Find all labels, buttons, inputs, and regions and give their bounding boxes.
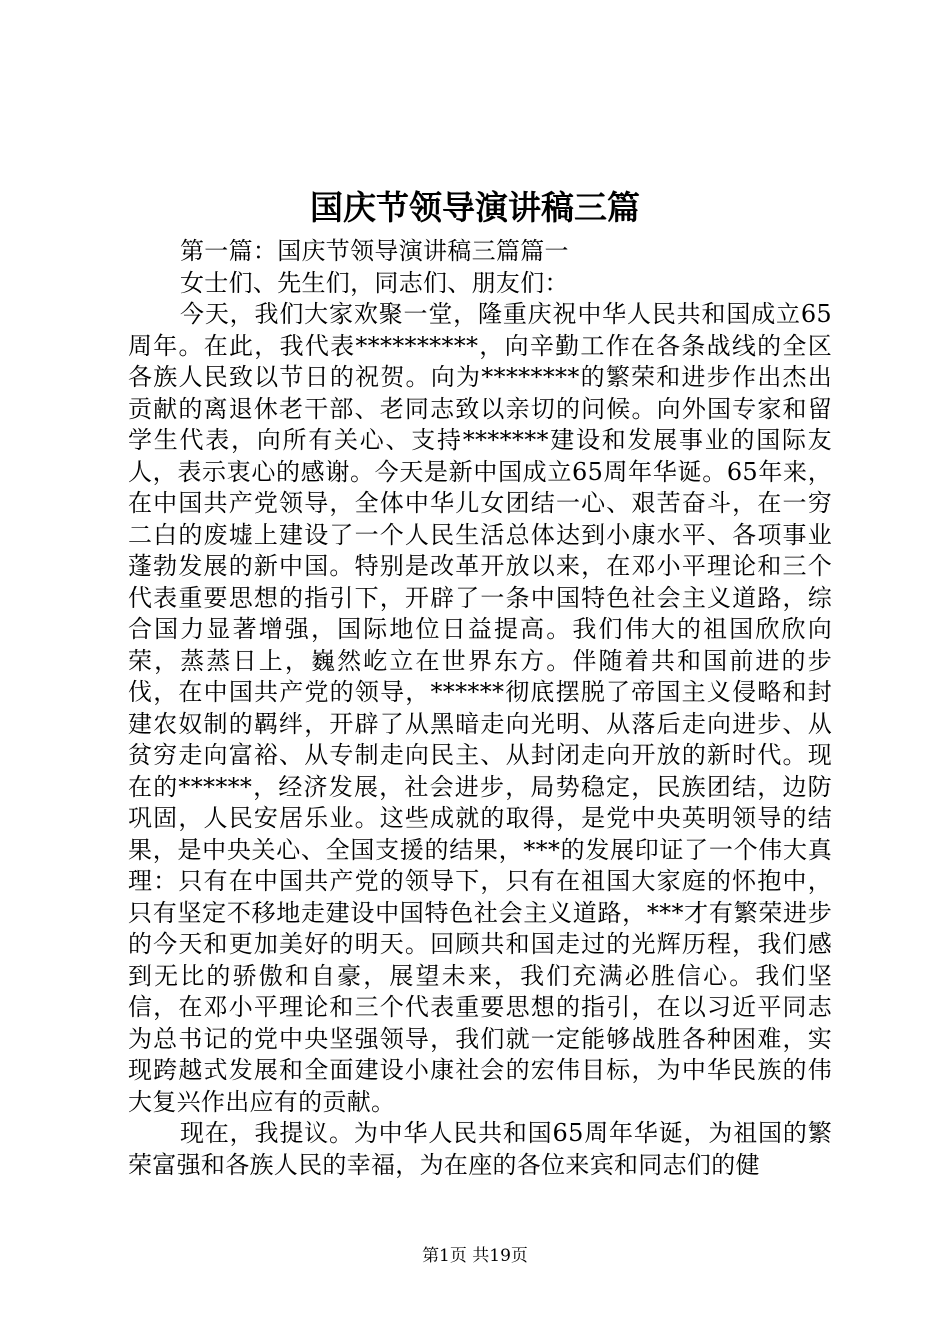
salutation: 女士们、先生们，同志们、朋友们： [180, 268, 569, 297]
section-heading: 第一篇：国庆节领导演讲稿三篇篇一 [180, 237, 569, 265]
document-body [128, 236, 832, 1181]
body-paragraph-1: 今天，我们大家欢聚一堂，隆重庆祝中华人民共和国成立65周年。在此，我代表**********，向辛勤工作在各条战线的全区各族人民致以节日的祝贺。向为********的繁荣和进步作出杰出贡献的离退休老干部、老同志致以亲切的问候。向外国专家和留学生代表，向所有关心、支持*******建设和发展事业的国际友人，表示衷心的感谢。今天是新中国成立65周年华诞。65年来，在中国共产党领导，全体中华儿女团结一心、艰苦奋斗，在一穷二白的废墟上建设了一个人民生活总体达到小康水平、各项事业蓬勃发展的新中国。特别是改革开放以来，在邓小平理论和三个代表重要思想的指引下，开辟了一条中国特色社会主义道路，综合国力显著增强，国际地位日益提高。我们伟大的祖国欣欣向荣，蒸蒸日上，巍然屹立在世界东方。伴随着共和国前进的步伐，在中国共产党的领导，******彻底摆脱了帝国主义侵略和封建农奴制的羁绊，开辟了从黑暗走向光明、从落后走向进步、从贫穷走向富裕、从专制走向民主、从封闭走向开放的新时代。现在的******，经济发展，社会进步，局势稳定，民族团结，边防巩固，人民安居乐业。这些成就的取得，是党中央英明领导的结果，是中央关心、全国支援的结果，***的发展印证了一个伟大真理：只有在中国共产党的领导下，只有在祖国大家庭的怀抱中，只有坚定不移地走建设中国特色社会主义道路，***才有繁荣进步的今天和更加美好的明天。回顾共和国走过的光辉历程，我们感到无比的骄傲和自豪，展望未来，我们充满必胜信心。我们坚信，在邓小平理论和三个代表重要思想的指引，在以习近平同志为总书记的党中央坚强领导，我们就一定能够战胜各种困难，实现跨越式发展和全面建设小康社会的宏伟目标，为中华民族的伟大复兴作出应有的贡献。 [128, 300, 832, 1116]
body-paragraph-2: 现在，我提议。为中华人民共和国65周年华诞，为祖国的繁荣富强和各族人民的幸福，为在座的各位来宾和同志们的健 [128, 1119, 832, 1179]
page-indicator: 第1页 共19页 [422, 1246, 528, 1266]
document-title: 国庆节领导演讲稿三篇 [310, 188, 640, 227]
